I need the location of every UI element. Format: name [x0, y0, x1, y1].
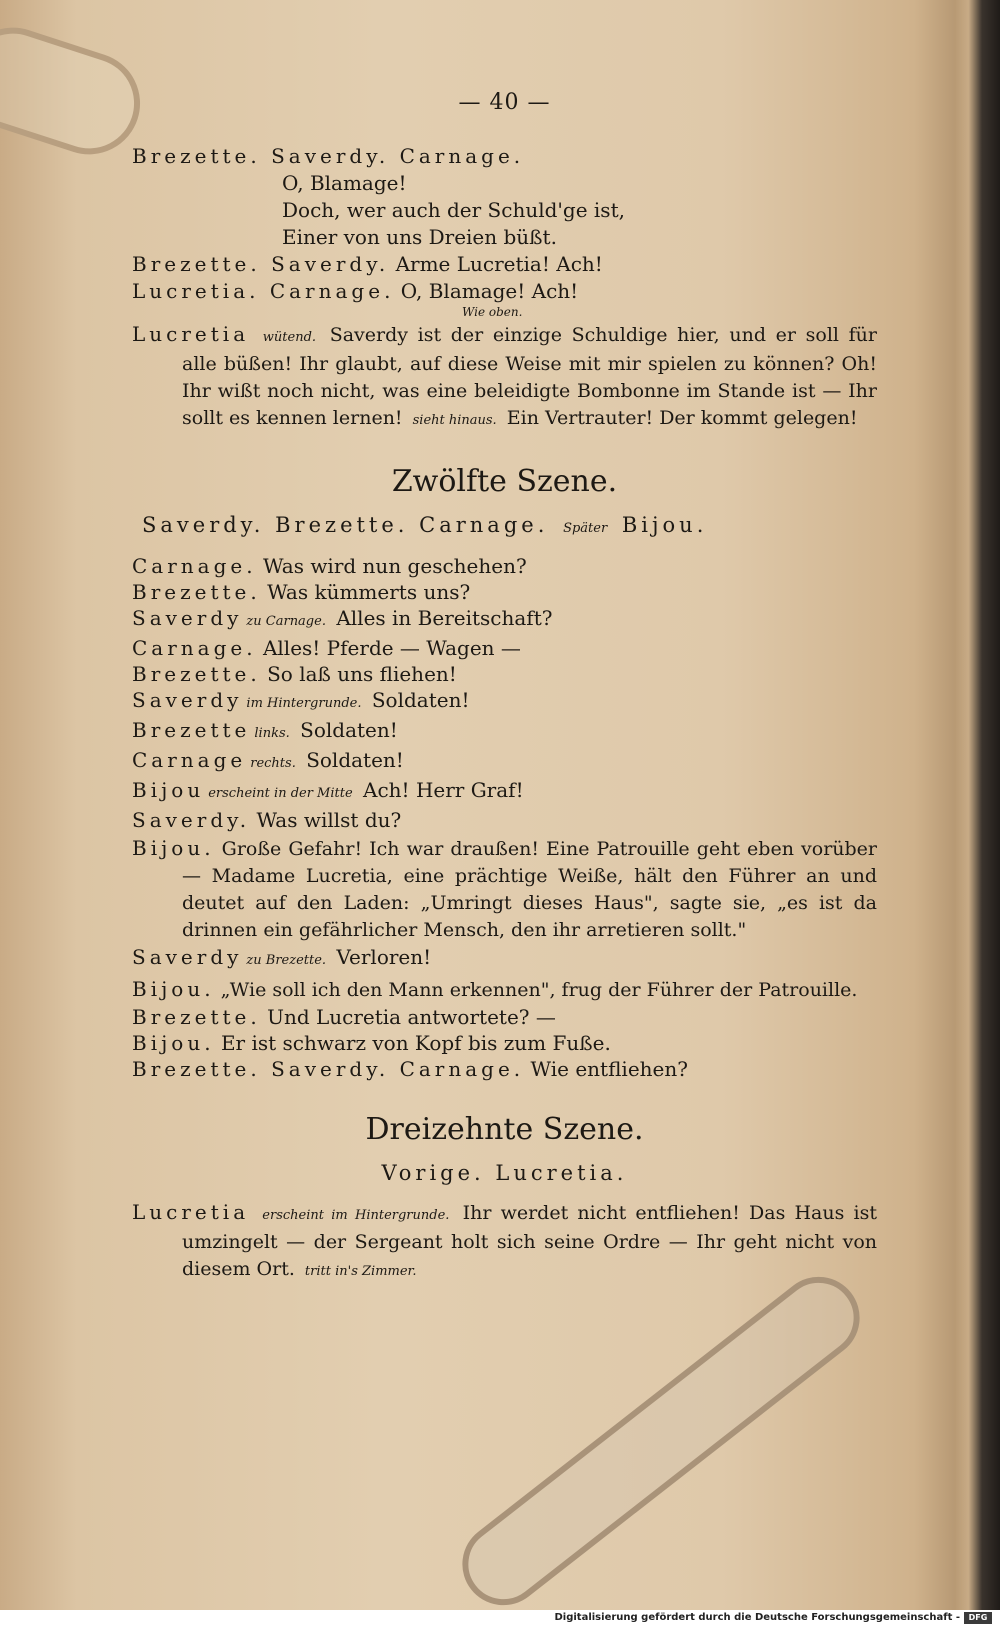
- speech-text: Ihr werdet nicht entfliehen! Das Haus ist umzingelt — der Sergeant holt sich seine Ordre — Ihr geht nicht von diesem Ort.: [182, 1202, 877, 1280]
- dialogue-line: [132, 1056, 877, 1082]
- speech-text: Ein Vertrauter! Der kommt gelegen!: [506, 407, 858, 429]
- dialogue-line: [132, 605, 877, 635]
- book-edge: [955, 0, 1000, 1610]
- line-text: Was wird nun geschehen?: [262, 554, 527, 578]
- speaker: Bijou.: [132, 1031, 215, 1055]
- speaker: Brezette.: [132, 662, 261, 686]
- dialogue-line: [132, 807, 877, 833]
- speaker: Saverdy.: [132, 808, 251, 832]
- cast-list: Vorige. Lucretia.: [381, 1161, 628, 1185]
- line-text: Verloren!: [336, 945, 432, 969]
- speaker: Lucretia. Carnage.: [132, 279, 395, 303]
- dialogue-list: [132, 553, 877, 1082]
- stage-direction: zu Carnage.: [246, 614, 326, 629]
- page-number: — 40 —: [458, 90, 551, 115]
- funding-credit: Digitalisierung gefördert durch die Deutsche Forschungsgemeinschaft -: [554, 1612, 960, 1623]
- cast-list: [142, 513, 877, 537]
- dialogue-line: [132, 579, 877, 605]
- dialogue-line: [132, 635, 877, 661]
- line-text: Er ist schwarz von Kopf bis zum Fuße.: [220, 1031, 611, 1055]
- speaker: Brezette: [132, 718, 251, 742]
- line-text: Soldaten!: [306, 748, 404, 772]
- speaker: Lucretia: [132, 1200, 250, 1224]
- line-text: Alles! Pferde — Wagen —: [262, 636, 521, 660]
- dialogue-line: [132, 944, 877, 974]
- speaker: Bijou.: [132, 977, 215, 1001]
- dialogue-line: [132, 687, 877, 717]
- dialogue-line: [132, 1030, 877, 1056]
- stage-direction: wütend.: [262, 330, 317, 345]
- line-text: Große Gefahr! Ich war draußen! Eine Patrouille geht eben vorüber — Madame Lucretia, eine prächtige Weiße, hält den Führer an und deutet auf den Laden: „Umringt dieses Haus", sagte sie, „es ist da drinnen ein gefährlicher Mensch, den ihr arretieren sollt.": [182, 838, 877, 941]
- stage-direction: erscheint in der Mitte: [208, 786, 353, 801]
- stage-direction: Später: [563, 521, 608, 536]
- stage-direction: sieht hinaus.: [412, 413, 497, 428]
- dialogue-line: [132, 553, 877, 579]
- page-content: [132, 90, 877, 1285]
- speaker: Carnage.: [132, 554, 257, 578]
- stage-direction: erscheint im Hintergrunde.: [262, 1208, 450, 1223]
- digitization-footer: [0, 1610, 1000, 1627]
- dialogue-line: [132, 143, 877, 170]
- line-text: Arme Lucretia! Ach!: [395, 252, 603, 276]
- speaker: Saverdy: [132, 688, 243, 712]
- line-text: Was willst du?: [256, 808, 402, 832]
- dialogue-line: [132, 1004, 877, 1030]
- line-text: Soldaten!: [371, 688, 470, 712]
- speaker: Lucretia: [132, 322, 250, 346]
- line-text: So laß uns fliehen!: [267, 662, 457, 686]
- speech-paragraph: [132, 835, 877, 944]
- line-text: Was kümmerts uns?: [267, 580, 471, 604]
- speech-paragraph: [132, 321, 877, 434]
- cast-names: Bijou.: [621, 513, 708, 537]
- scene-heading: Zwölfte Szene.: [391, 464, 618, 499]
- verse-line: Doch, wer auch der Schuld'ge ist,: [282, 198, 625, 222]
- speaker: Saverdy: [132, 945, 243, 969]
- dialogue-line: [132, 251, 877, 278]
- speaker: Brezette.: [132, 1005, 261, 1029]
- speaker: Brezette. Saverdy. Carnage.: [132, 144, 525, 168]
- line-text: Alles in Bereitschaft?: [336, 606, 553, 630]
- verse-line: O, Blamage!: [282, 171, 407, 195]
- stage-direction: tritt in's Zimmer.: [304, 1264, 417, 1279]
- speaker: Saverdy: [132, 606, 243, 630]
- line-text: Ach! Herr Graf!: [363, 778, 524, 802]
- line-text: Soldaten!: [300, 718, 398, 742]
- scene-12: [132, 464, 877, 1082]
- cast-names: Saverdy. Brezette. Carnage.: [142, 513, 549, 537]
- dialogue-line: [132, 661, 877, 687]
- speaker: Carnage: [132, 748, 247, 772]
- stage-direction: zu Brezette.: [246, 953, 327, 968]
- speech-paragraph: [132, 1199, 877, 1285]
- scene-heading: Dreizehnte Szene.: [365, 1112, 644, 1147]
- line-text: Wie entfliehen?: [530, 1057, 688, 1081]
- speaker: Bijou: [132, 778, 205, 802]
- line-text: Und Lucretia antwortete? —: [267, 1005, 556, 1029]
- stage-direction: links.: [254, 726, 290, 741]
- speech-paragraph: [132, 976, 877, 1004]
- stage-direction: Wie oben.: [462, 305, 523, 319]
- scene-11-ending: [132, 143, 877, 434]
- scene-13: [132, 1112, 877, 1285]
- speech-text: Saverdy ist der einzige Schuldige hier, und er soll für alle büßen! Ihr glaubt, auf diese Weise mit mir spielen zu können? Oh! Ihr wißt noch nicht, was eine beleidigte Bombonne im Stande ist — Ihr sollt es kennen lernen!: [182, 324, 877, 429]
- speaker: Carnage.: [132, 636, 257, 660]
- speaker: Brezette. Saverdy. Carnage.: [132, 1057, 525, 1081]
- dfg-logo-icon: DFG: [964, 1612, 992, 1624]
- dialogue-line: [132, 717, 877, 747]
- dialogue-line: [132, 777, 877, 807]
- line-text: O, Blamage! Ach!: [400, 279, 579, 303]
- line-text: „Wie soll ich den Mann erkennen", frug der Führer der Patrouille.: [220, 979, 858, 1001]
- verse-line: Einer von uns Dreien büßt.: [282, 225, 557, 249]
- dialogue-line: [132, 747, 877, 777]
- dialogue-line: [132, 278, 877, 305]
- stage-direction: im Hintergrunde.: [246, 696, 362, 711]
- speaker: Bijou.: [132, 836, 215, 860]
- speaker: Brezette. Saverdy.: [132, 252, 390, 276]
- stage-direction: rechts.: [250, 756, 296, 771]
- speaker: Brezette.: [132, 580, 261, 604]
